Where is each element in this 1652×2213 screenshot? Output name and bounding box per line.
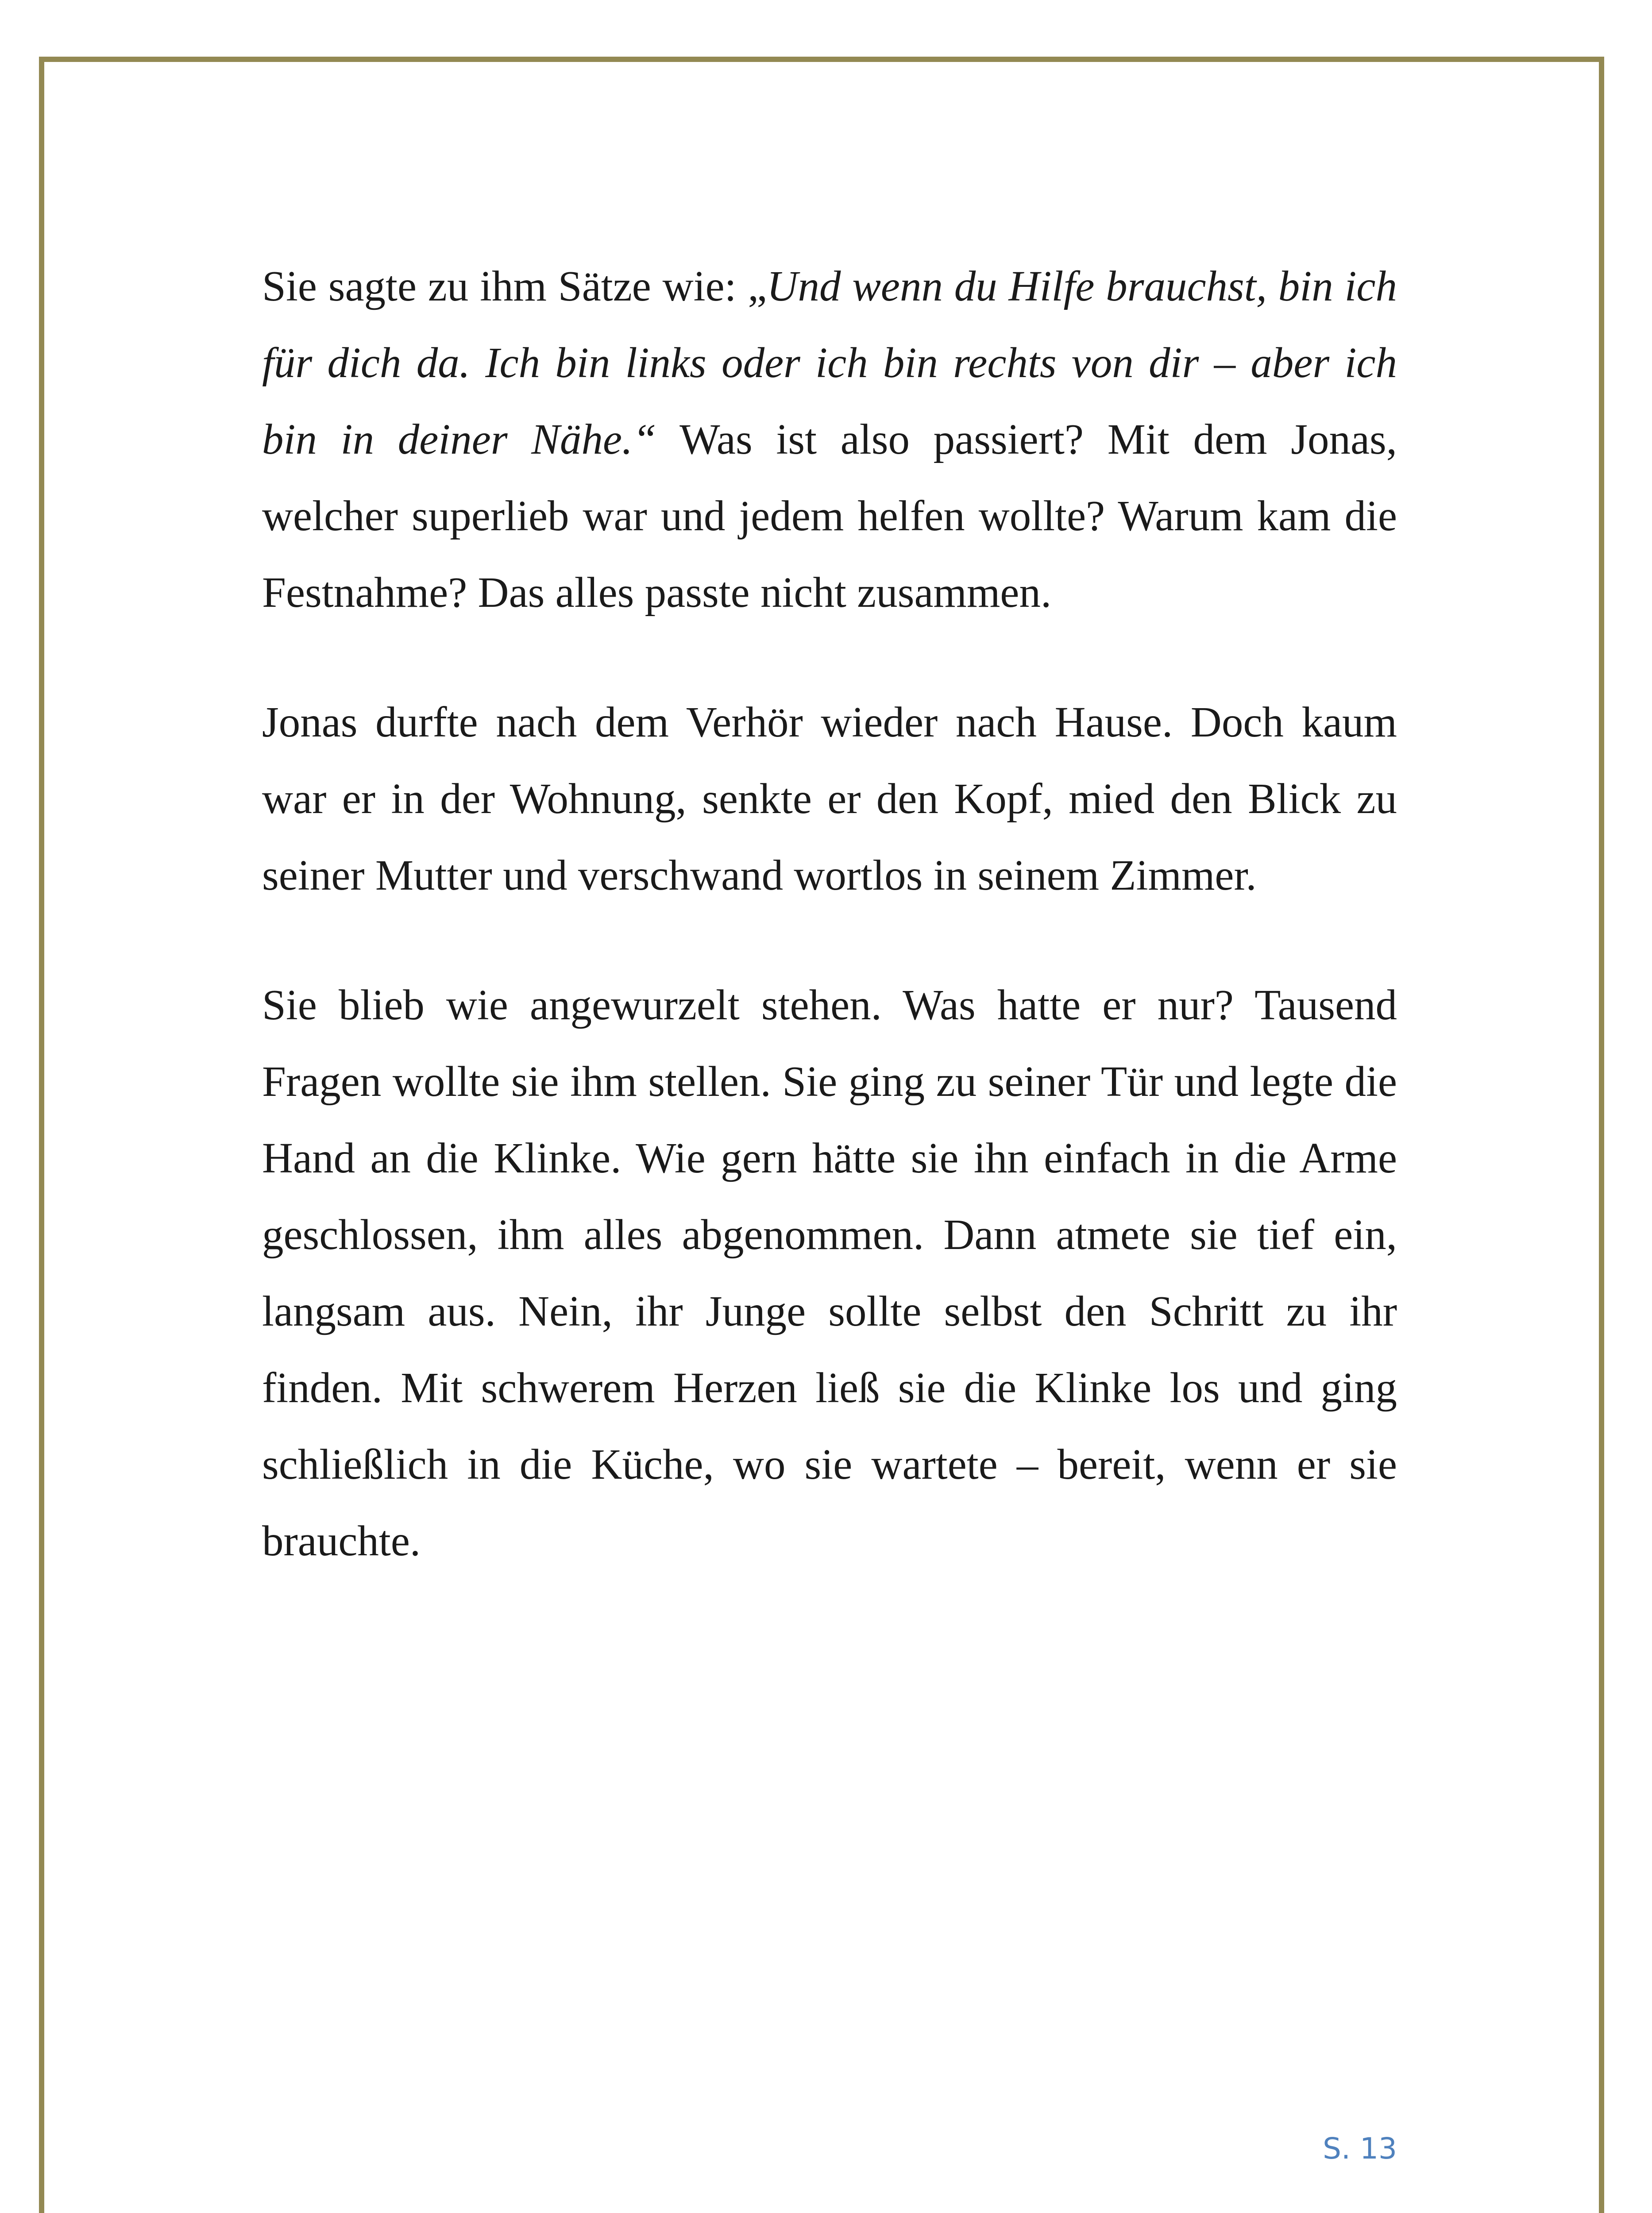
paragraph-3	[262, 967, 1397, 1579]
paragraph-1-continuation: Was ist also passiert? Mit dem Jonas, welcher superlieb war und jedem helfen wollte? Warum kam die Festnahme? Das alles passte nicht zusammen.	[262, 416, 1397, 616]
page-number: S. 13	[1323, 2132, 1397, 2166]
paragraph-1-text: Sie sagte zu ihm Sätze wie: „	[262, 262, 767, 310]
paragraph-1-quote: Und wenn du Hilfe brauchst, bin ich für dich da. Ich bin links oder ich bin rechts von dir – aber ich bin in deiner Nähe.“	[262, 262, 1397, 463]
paragraph-3-text: Sie blieb wie angewurzelt stehen. Was hatte er nur? Tausend Fragen wollte sie ihm stellen. Sie ging zu seiner Tür und legte die Hand an die Klinke. Wie gern hätte sie ihn einfach in die Arme geschlossen, ihm alles abgenommen. Dann atmete sie tief ein, langsam aus. Nein, ihr Junge sollte selbst den Schritt zu ihr finden. Mit schwerem Herzen ließ sie die Klinke los und ging schließlich in die Küche, wo sie wartete – bereit, wenn er sie brauchte.	[262, 981, 1397, 1565]
paragraph-2	[262, 684, 1397, 914]
body-text	[262, 248, 1397, 1579]
paragraph-2-text: Jonas durfte nach dem Verhör wieder nach Hause. Doch kaum war er in der Wohnung, senkte er den Kopf, mied den Blick zu seiner Mutter und verschwand wortlos in seinem Zimmer.	[262, 698, 1397, 899]
paragraph-1	[262, 248, 1397, 631]
